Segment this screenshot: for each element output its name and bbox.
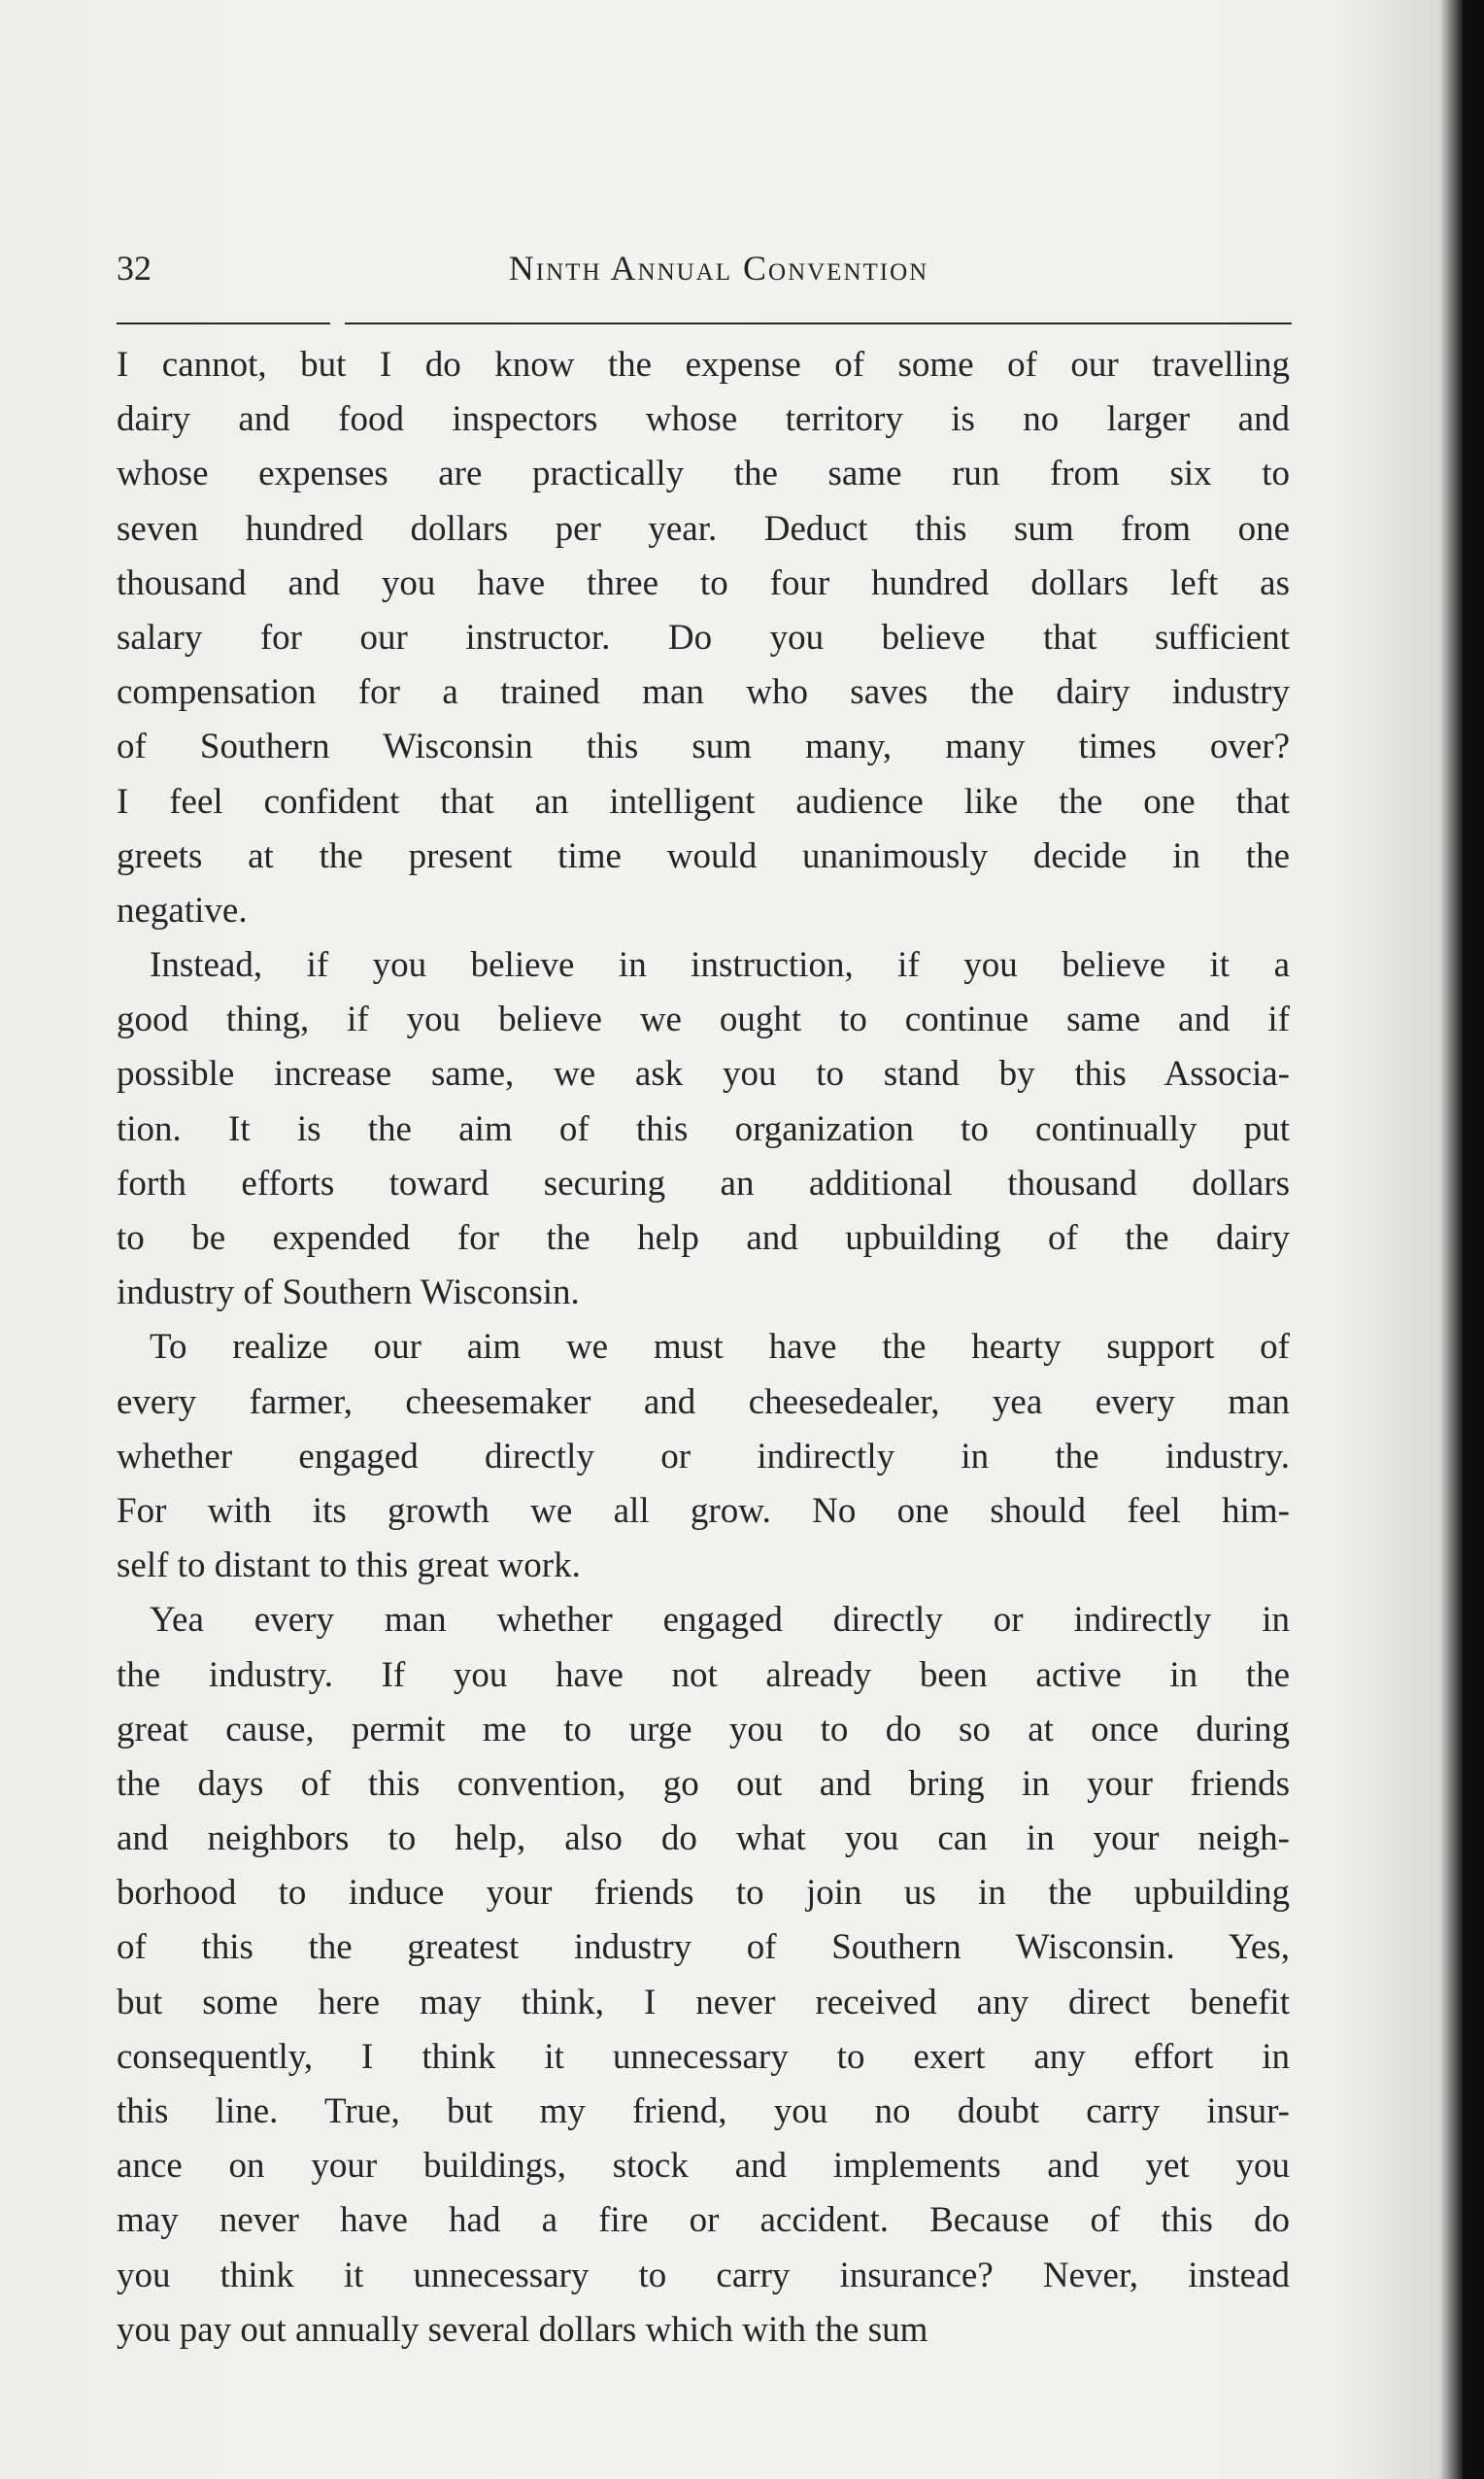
text-line: tion. It is the aim of this organization to continually put: [117, 1108, 1290, 1149]
header-rule-left: [117, 323, 330, 324]
page-number: 32: [117, 249, 152, 288]
text-line: of Southern Wisconsin this sum many, many times over?: [117, 727, 1290, 767]
paragraph: [117, 1593, 1290, 2358]
text-line: For with its growth we all grow. No one should feel him-: [117, 1490, 1290, 1531]
page-edge-shadow: [1463, 0, 1484, 2479]
text-line: the industry. If you have not already been active in the: [117, 1654, 1290, 1695]
text-line: to be expended for the help and upbuilding of the dairy: [117, 1218, 1290, 1258]
text-line: whose expenses are practically the same run from six to: [117, 454, 1290, 494]
text-line: forth efforts toward securing an additional thousand dollars: [117, 1163, 1290, 1204]
text-line: good thing, if you believe we ought to continue same and if: [117, 1000, 1290, 1040]
paragraph: [117, 938, 1290, 1320]
text-line: the days of this convention, go out and bring in your friends: [117, 1763, 1290, 1804]
text-line: this line. True, but my friend, you no doubt carry insur-: [117, 2091, 1290, 2131]
text-line: consequently, I think it unnecessary to exert any effort in: [117, 2036, 1290, 2077]
paragraph: [117, 338, 1290, 938]
text-line: dairy and food inspectors whose territory is no larger and: [117, 399, 1290, 440]
text-line: I feel confident that an intelligent audience like the one that: [117, 781, 1290, 822]
text-line: To realize our aim we must have the hearty support of: [150, 1327, 1290, 1368]
text-line: whether engaged directly or indirectly in the industry.: [117, 1436, 1290, 1477]
running-head: [117, 248, 1292, 290]
text-line: industry of Southern Wisconsin.: [117, 1273, 580, 1313]
running-title: Ninth Annual Convention: [508, 249, 929, 288]
text-line: negative.: [117, 890, 248, 931]
text-line: of this the greatest industry of Southern Wisconsin. Yes,: [117, 1927, 1290, 1968]
text-line: Instead, if you believe in instruction, if you believe it a: [150, 945, 1290, 986]
text-line: salary for our instructor. Do you believe that sufficient: [117, 617, 1290, 658]
body-text: [117, 338, 1290, 2358]
text-line: borhood to induce your friends to join us in the upbuilding: [117, 1873, 1290, 1914]
text-line: seven hundred dollars per year. Deduct this sum from one: [117, 508, 1290, 549]
text-line: and neighbors to help, also do what you can in your neigh-: [117, 1818, 1290, 1859]
header-rule-right: [345, 323, 1292, 324]
text-line: you think it unnecessary to carry insurance? Never, instead: [117, 2255, 1290, 2295]
text-line: you pay out annually several dollars which with the sum: [117, 2309, 928, 2350]
text-line: self to distant to this great work.: [117, 1545, 581, 1586]
text-line: great cause, permit me to urge you to do so at once during: [117, 1709, 1290, 1749]
text-line: greets at the present time would unanimously decide in the: [117, 835, 1290, 876]
text-line: may never have had a fire or accident. Because of this do: [117, 2200, 1290, 2241]
text-line: Yea every man whether engaged directly or indirectly in: [150, 1600, 1290, 1641]
text-line: compensation for a trained man who saves the dairy industry: [117, 672, 1290, 713]
text-line: every farmer, cheesemaker and cheesedealer, yea every man: [117, 1381, 1290, 1422]
paragraph: [117, 1320, 1290, 1593]
text-line: ance on your buildings, stock and implements and yet you: [117, 2146, 1290, 2187]
text-line: but some here may think, I never received any direct benefit: [117, 1982, 1290, 2022]
text-line: thousand and you have three to four hundred dollars left as: [117, 562, 1290, 603]
text-line: I cannot, but I do know the expense of some of our travelling: [117, 345, 1290, 385]
text-line: possible increase same, we ask you to stand by this Associa-: [117, 1054, 1290, 1095]
